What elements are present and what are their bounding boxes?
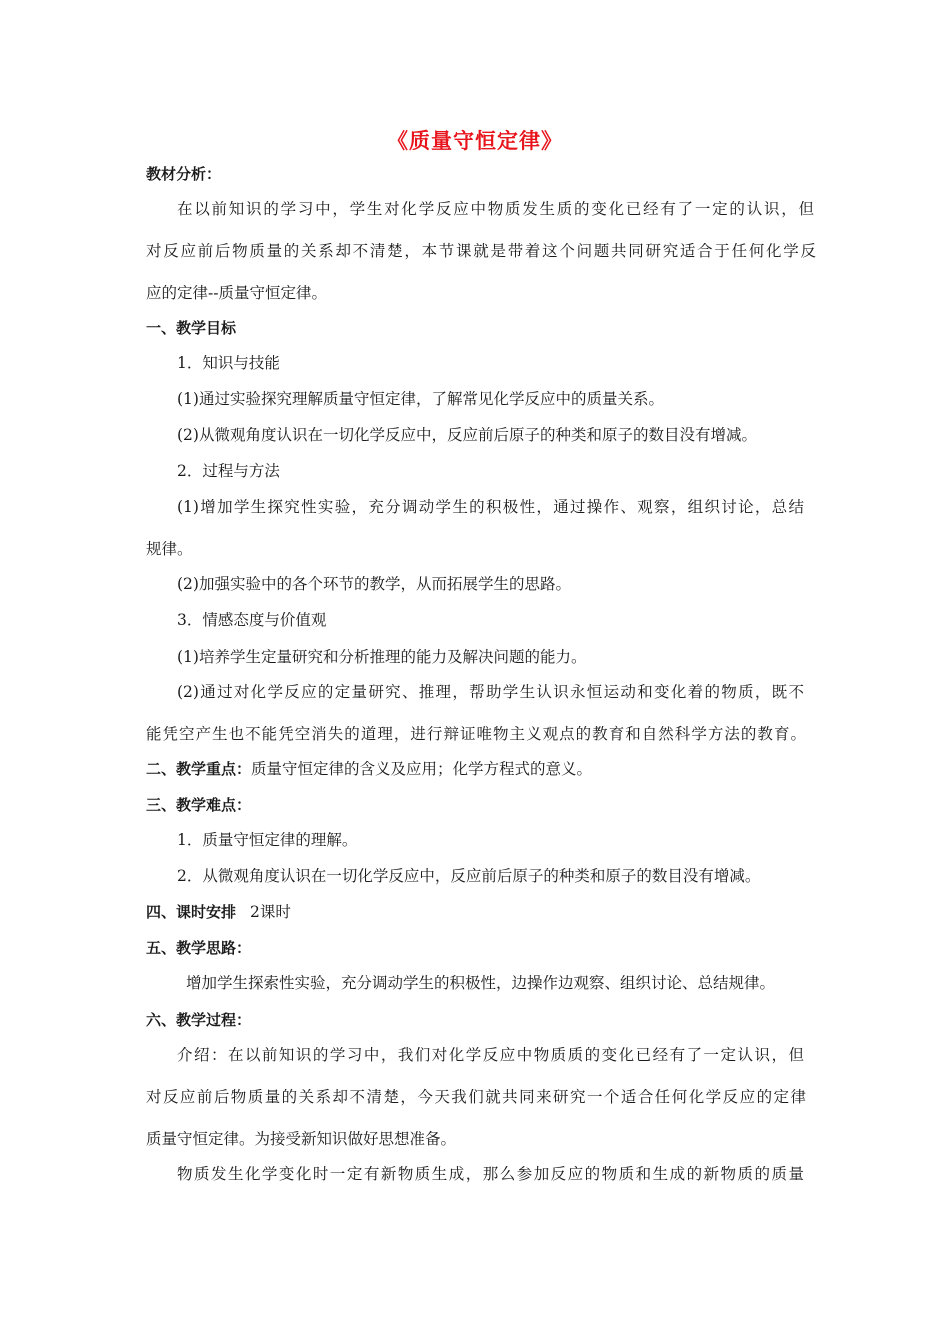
key-points-row	[146, 759, 816, 779]
goals-knowledge-title: 1．知识与技能	[177, 354, 280, 372]
goals-process-2: (2)加强实验中的各个环节的教学，从而拓展学生的思路。	[177, 575, 571, 593]
process-intro-1: 介绍：在以前知识的学习中，我们对化学反应中物质质的变化已经有了一定认识，但	[177, 1046, 804, 1064]
approach-heading: 五、教学思路：	[146, 939, 252, 957]
analysis-line-1: 在以前知识的学习中，学生对化学反应中物质发生质的变化已经有了一定的认识，但	[177, 200, 814, 218]
goals-process-1a: (1)增加学生探究性实验，充分调动学生的积极性，通过操作、观察，组织讨论，总结	[177, 498, 804, 516]
process-paragraph-1: 物质发生化学变化时一定有新物质生成，那么参加反应的物质和生成的新物质的质量	[177, 1165, 804, 1183]
schedule-text: 2课时	[250, 903, 291, 921]
analysis-line-3: 应的定律--质量守恒定律。	[146, 284, 327, 302]
goals-emotion-1: (1)培养学生定量研究和分析推理的能力及解决问题的能力。	[177, 648, 587, 666]
key-points-text: 质量守恒定律的含义及应用；化学方程式的意义。	[251, 760, 593, 778]
goals-emotion-title: 3．情感态度与价值观	[177, 611, 327, 629]
goals-emotion-2a: (2)通过对化学反应的定量研究、推理，帮助学生认识永恒运动和变化着的物质，既不	[177, 683, 804, 701]
approach-text: 增加学生探索性实验，充分调动学生的积极性，边操作边观察、组织讨论、总结规律。	[186, 974, 776, 992]
key-points-heading: 二、教学重点：	[146, 760, 252, 778]
goals-emotion-2b: 能凭空产生也不能凭空消失的道理，进行辩证唯物主义观点的教育和自然科学方法的教育。	[146, 725, 806, 743]
process-intro-3: 质量守恒定律。为接受新知识做好思想准备。	[146, 1130, 457, 1148]
analysis-line-2: 对反应前后物质量的关系却不清楚，本节课就是带着这个问题共同研究适合于任何化学反	[146, 242, 816, 260]
process-heading: 六、教学过程：	[146, 1011, 252, 1029]
goals-knowledge-2: (2)从微观角度认识在一切化学反应中，反应前后原子的种类和原子的数目没有增减。	[177, 426, 757, 444]
goals-process-title: 2．过程与方法	[177, 462, 280, 480]
process-intro-2: 对反应前后物质量的关系却不清楚，今天我们就共同来研究一个适合任何化学反应的定律	[146, 1088, 806, 1106]
difficulties-2: 2．从微观角度认识在一切化学反应中，反应前后原子的种类和原子的数目没有增减。	[177, 867, 761, 885]
document-title: 《质量守恒定律》	[387, 129, 563, 153]
difficulties-heading: 三、教学难点：	[146, 796, 252, 814]
goals-knowledge-1: (1)通过实验探究理解质量守恒定律，了解常见化学反应中的质量关系。	[177, 390, 664, 408]
goals-process-1b: 规律。	[146, 540, 193, 558]
schedule-row	[146, 902, 816, 922]
goals-heading: 一、教学目标	[146, 319, 237, 337]
schedule-heading: 四、课时安排	[146, 903, 237, 921]
analysis-heading: 教材分析：	[146, 165, 222, 183]
difficulties-1: 1．质量守恒定律的理解。	[177, 831, 358, 849]
